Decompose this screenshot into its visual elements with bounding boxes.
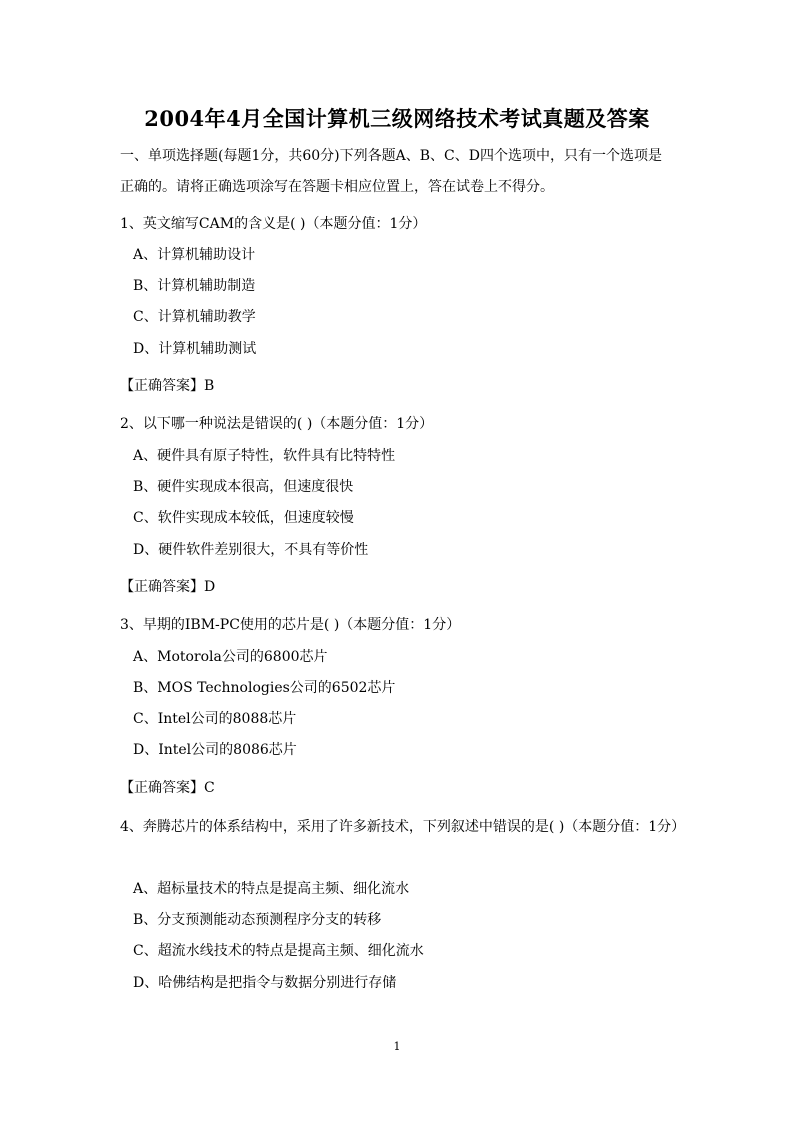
question-3-answer: 【正确答案】C — [120, 780, 215, 796]
question-2-answer: 【正确答案】D — [120, 579, 216, 595]
page-title: 2004年4月全国计算机三级网络技术考试真题及答案 — [144, 106, 650, 131]
question-2-stem: 2、以下哪一种说法是错误的( )（本题分值：1分） — [120, 416, 434, 432]
question-1-stem: 1、英文缩写CAM的含义是( )（本题分值：1分） — [120, 216, 427, 232]
question-2-option-b: B、硬件实现成本很高，但速度很快 — [133, 479, 354, 495]
question-4-option-c: C、超流水线技术的特点是提高主频、细化流水 — [133, 943, 424, 959]
question-4-option-d: D、哈佛结构是把指令与数据分别进行存储 — [133, 975, 397, 991]
question-4-option-b: B、分支预测能动态预测程序分支的转移 — [133, 912, 382, 928]
instructions-line-2: 正确的。请将正确选项涂写在答题卡相应位置上，答在试卷上不得分。 — [120, 179, 554, 195]
question-2-option-d: D、硬件软件差别很大，不具有等价性 — [133, 542, 369, 558]
page-number: 1 — [393, 1040, 401, 1053]
question-1-option-b: B、计算机辅助制造 — [133, 278, 256, 294]
question-3-option-c: C、Intel公司的8088芯片 — [133, 711, 297, 727]
question-1-option-d: D、计算机辅助测试 — [133, 341, 257, 357]
question-4-stem: 4、奔腾芯片的体系结构中，采用了许多新技术，下列叙述中错误的是( )（本题分值：1分） — [120, 819, 686, 835]
question-3-option-d: D、Intel公司的8086芯片 — [133, 742, 297, 758]
question-3-stem: 3、早期的IBM-PC使用的芯片是( )（本题分值：1分） — [120, 617, 461, 633]
question-2-option-a: A、硬件具有原子特性，软件具有比特特性 — [133, 448, 396, 464]
question-3-option-a: A、Motorola公司的6800芯片 — [133, 649, 328, 665]
question-3-option-b: B、MOS Technologies公司的6502芯片 — [133, 680, 396, 696]
question-2-option-c: C、软件实现成本较低，但速度较慢 — [133, 510, 354, 526]
question-4-option-a: A、超标量技术的特点是提高主频、细化流水 — [133, 881, 410, 897]
instructions-line-1: 一、单项选择题(每题1分，共60分)下列各题A、B、C、D四个选项中，只有一个选项是 — [120, 148, 662, 164]
question-1-option-a: A、计算机辅助设计 — [133, 247, 256, 263]
question-1-option-c: C、计算机辅助教学 — [133, 309, 256, 325]
question-1-answer: 【正确答案】B — [120, 378, 215, 394]
